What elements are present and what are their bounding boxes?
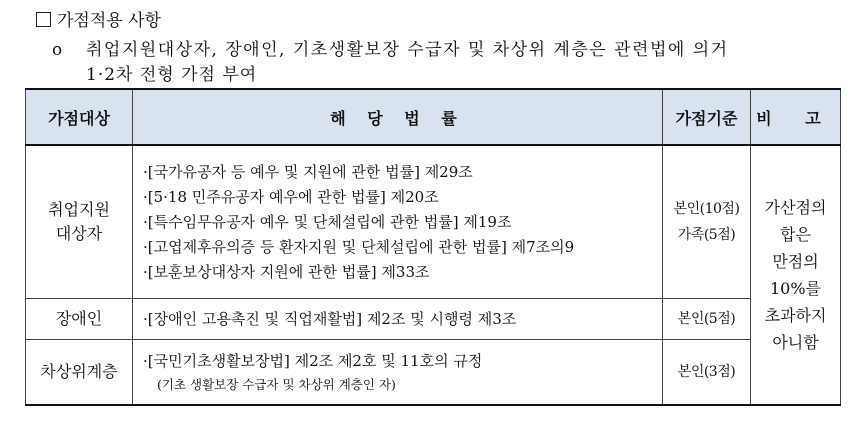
- criteria-text: 본인(3점): [677, 364, 736, 380]
- table-header-row: [26, 89, 841, 145]
- header-criteria: 가점기준: [663, 89, 751, 145]
- criteria-text: 가족(5점): [677, 227, 736, 243]
- section-heading: [36, 10, 161, 32]
- law-cell: [133, 299, 663, 340]
- criteria-text: 본인(10점): [673, 201, 740, 217]
- note-line: 가산점의: [764, 198, 827, 217]
- criteria-cell: [663, 340, 751, 406]
- category-cell: [26, 299, 133, 340]
- table-row: [26, 299, 841, 340]
- law-item: ·[특수임무유공자 예우 및 단체설립에 관한 법률] 제19조: [143, 212, 512, 231]
- law-item: ·[국민기초생활보장법] 제2조 제2호 및 11호의 규정: [143, 351, 483, 370]
- note-line: 초과하지: [764, 306, 827, 325]
- law-item: ·[장애인 고용촉진 및 직업재활법] 제2조 및 시행령 제3조: [143, 309, 517, 328]
- header-category: 가점대상: [26, 89, 133, 145]
- note-line: 아니함: [772, 333, 819, 352]
- bonus-points-table: [25, 88, 841, 406]
- bullet-text: 취업지원대상자, 장애인, 기초생활보장 수급자 및 차상위 계층은 관련법에 의거: [86, 40, 729, 60]
- header-note: 비 고: [751, 89, 841, 145]
- category-cell: [26, 145, 133, 299]
- note-line: 만점의: [772, 252, 819, 271]
- category-text: 장애인: [55, 309, 103, 328]
- bullet-marker: o: [52, 40, 64, 60]
- section-heading-text: 가점적용 사항: [57, 11, 161, 31]
- law-item: ·[5·18 민주유공자 예우에 관한 법률] 제20조: [143, 187, 439, 206]
- category-text: 대상자: [55, 224, 103, 243]
- bullet-continuation: 1·2차 전형 가점 부여: [86, 65, 258, 85]
- note-line: 합은: [780, 225, 811, 244]
- criteria-text: 본인(5점): [677, 311, 736, 327]
- checkbox-square-icon: [36, 12, 51, 27]
- category-text: 취업지원: [48, 200, 110, 219]
- category-cell: [26, 340, 133, 406]
- criteria-cell: [663, 299, 751, 340]
- bullet-line: [52, 38, 729, 62]
- note-line: 10%를: [769, 279, 822, 298]
- category-text: 차상위계층: [40, 362, 118, 381]
- law-cell: [133, 145, 663, 299]
- table-row: [26, 145, 841, 299]
- law-item: ·[고엽제후유의증 등 환자지원 및 단체설립에 관한 법률] 제7조의9: [143, 237, 575, 256]
- criteria-cell: [663, 145, 751, 299]
- note-cell: [751, 145, 841, 405]
- law-item: ·[보훈보상대상자 지원에 관한 법률] 제33조: [143, 262, 430, 281]
- law-cell: [133, 340, 663, 406]
- table-row: [26, 340, 841, 406]
- law-item: ·[국가유공자 등 예우 및 지원에 관한 법률] 제29조: [143, 162, 473, 181]
- law-note: (기초 생활보장 수급자 및 차상위 계층인 자): [157, 376, 396, 392]
- header-law: 해 당 법 률: [133, 89, 663, 145]
